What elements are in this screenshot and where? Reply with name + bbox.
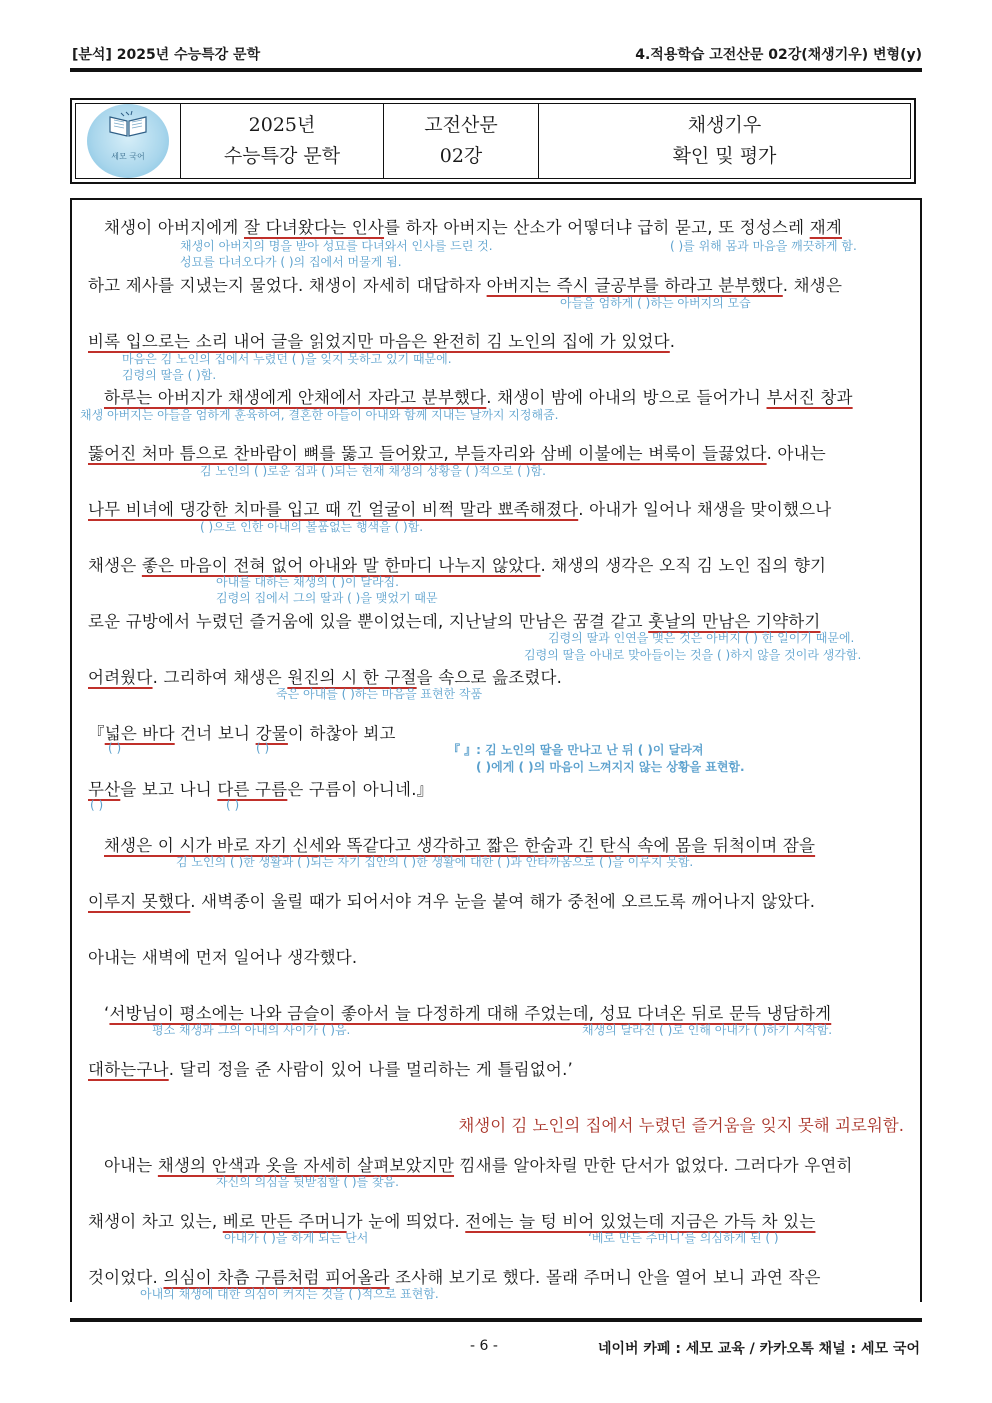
- footer-rule: [70, 1318, 922, 1322]
- annotation: 아내의 채생에 대한 의심이 커지는 것을 ( )적으로 표현함.: [140, 1287, 439, 1301]
- passage-line: 비록 입으로는 소리 내어 글을 읽었지만 마음은 완전히 김 노인의 집에 가 있었다.: [88, 332, 676, 351]
- annotation: ( )에게 ( )의 마음이 느껴지지 않는 상황을 표현함.: [476, 760, 745, 774]
- title-cell-work: [539, 104, 910, 178]
- passage-line: 하고 제사를 지냈는지 물었다. 채생이 자세히 대답하자 아버지는 즉시 글공부를 하라고 분부했다. 채생은: [88, 276, 843, 295]
- annotation: 아내가 ( )을 하게 되는 단서: [224, 1231, 369, 1245]
- passage-line: 어려웠다. 그리하여 채생은 원진의 시 한 구절을 속으로 읊조렸다.: [88, 668, 563, 687]
- passage-line: 아내는 새벽에 먼저 일어나 생각했다.: [88, 948, 358, 967]
- passage-line: 대하는구나. 달리 정을 준 사람이 있어 나를 멀리하는 게 틀림없어.’: [88, 1060, 573, 1079]
- annotation: 김령의 딸을 아내로 맞아들이는 것을 ( )하지 않을 것이라 생각함.: [524, 648, 862, 662]
- title-cell-year: [181, 104, 384, 178]
- annotation: 김령의 딸과 인연을 맺은 것은 아버지 ( ) 한 일이기 때문에.: [548, 631, 855, 645]
- logo-label: 세모 국어: [111, 151, 145, 161]
- annotation: ( ): [90, 798, 104, 812]
- title-cell-genre: [384, 104, 539, 178]
- annotation: 아들을 엄하게 ( )하는 아버지의 모습: [560, 296, 751, 310]
- title-book: 수능특강 문학: [223, 145, 341, 167]
- annotation: 김 노인의 ( )한 생활과 ( )되는 자기 집안의 ( )한 생활에 대한 ( )과 안타까움으로 ( )을 이루지 못함.: [176, 855, 694, 869]
- passage-line: 채생은 좋은 마음이 전혀 없어 아내와 말 한마디 나누지 않았다. 채생의 생각은 오직 김 노인 집의 향기: [88, 556, 827, 575]
- title-purpose: 확인 및 평가: [672, 145, 777, 167]
- passage-line: 하루는 아버지가 채생에게 안채에서 자라고 분부했다. 채생이 밤에 아내의 방으로 들어가니 부서진 창과: [104, 388, 853, 407]
- passage-line: 채생이 차고 있는, 베로 만든 주머니가 눈에 띄었다. 전에는 늘 텅 비어 있었는데 지금은 가득 차 있는: [88, 1212, 816, 1231]
- annotation: 김령의 딸을 ( )함.: [122, 368, 217, 382]
- passage-line: 이루지 못했다. 새벽종이 울릴 때가 되어서야 겨우 눈을 붙여 해가 중천에 오르도록 깨어나지 않았다.: [88, 892, 816, 911]
- passage-line: 로운 규방에서 누렸던 즐거움에 있을 뿐이었는데, 지난날의 만남은 꿈결 같고 훗날의 만남은 기약하기: [88, 612, 821, 631]
- annotation: 김 노인의 ( )로운 집과 ( )되는 현재 채생의 상황을 ( )적으로 ( )함.: [200, 464, 546, 478]
- annotation: 아내를 대하는 채생의 ( )이 달라짐.: [216, 575, 399, 589]
- book-icon: [108, 111, 148, 137]
- passage-line: 나무 비녀에 댕강한 치마를 입고 때 낀 얼굴이 비쩍 말라 뾰족해졌다. 아내가 일어나 채생을 맞이했으나: [88, 500, 832, 519]
- annotation: 성묘를 다녀오다가 ( )의 집에서 머물게 됨.: [180, 255, 402, 269]
- page-number: - 6 -: [470, 1338, 498, 1354]
- annotation: ( ): [256, 741, 270, 755]
- annotation: 채생의 달라진 ( )로 인해 아내가 ( )하기 시작함.: [582, 1023, 833, 1037]
- header-right-title: 4.적용학습 고전산문 02강(채생기우) 변형(y): [635, 47, 922, 63]
- annotation: ( )를 위해 몸과 마음을 깨끗하게 함.: [670, 239, 857, 253]
- poem-line: 『넓은 바다 건너 보니 강물이 하찮아 뵈고: [88, 724, 396, 743]
- annotation: ( ): [226, 798, 240, 812]
- header-rule: [70, 68, 922, 72]
- title-lesson: 02강: [439, 145, 483, 167]
- annotation: ( )으로 인한 아내의 볼품없는 행색을 ( )함.: [200, 520, 424, 534]
- annotation: 채생 아버지는 아들을 엄하게 훈육하여, 결혼한 아들이 아내와 함께 지내는 날까지 지정해줌.: [80, 408, 559, 422]
- annotation: 『 』: 김 노인의 딸을 만나고 난 뒤 ( )이 달라져: [448, 743, 704, 757]
- annotation: ( ): [108, 741, 122, 755]
- header-left-title: [분석] 2025년 수능특강 문학: [72, 47, 261, 63]
- title-table: [70, 98, 916, 184]
- semo-logo: [87, 104, 169, 178]
- annotation: 자신의 의심을 뒷받침할 ( )를 찾음.: [216, 1175, 399, 1189]
- title-year: 2025년: [248, 114, 316, 136]
- annotation: 마음은 김 노인의 집에서 누렸던 ( )을 잊지 못하고 있기 때문에.: [122, 352, 452, 366]
- poem-line: 무산을 보고 나니 다른 구름은 구름이 아니네.』: [88, 780, 434, 799]
- passage-line: 뚫어진 처마 틈으로 찬바람이 뼈를 뚫고 들어왔고, 부들자리와 삼베 이불에는 벼룩이 들끓었다. 아내는: [88, 444, 826, 463]
- passage-line: 채생이 아버지에게 잘 다녀왔다는 인사를 하자 아버지는 산소가 어떻더냐 급히 묻고, 또 정성스레 재계: [104, 218, 842, 237]
- footer-channel-info: 네이버 카페 : 세모 교육 / 카카오톡 채널 : 세모 국어: [597, 1341, 920, 1357]
- passage-line: 것이었다. 의심이 차츰 구름처럼 피어올라 조사해 보기로 했다. 몰래 주머니 안을 열어 보니 과연 작은: [88, 1268, 821, 1287]
- annotation: 평소 채생과 그의 아내의 사이가 ( )음.: [152, 1023, 351, 1037]
- passage-line: ‘서방님이 평소에는 나와 금슬이 좋아서 늘 다정하게 대해 주었는데, 성묘 다녀온 뒤로 문득 냉담하게: [104, 1004, 832, 1023]
- logo-cell: [76, 104, 181, 178]
- summary-note: 채생이 김 노인의 집에서 누렸던 즐거움을 잊지 못해 괴로워함.: [458, 1116, 904, 1135]
- annotation: 채생이 아버지의 명을 받아 성묘를 다녀와서 인사를 드린 것.: [180, 239, 493, 253]
- passage-line: 아내는 채생의 안색과 옷을 자세히 살펴보았지만 낌새를 알아차릴 만한 단서가 없었다. 그러다가 우연히: [104, 1156, 853, 1175]
- title-genre: 고전산문: [424, 114, 498, 136]
- annotation: 죽은 아내를 ( )하는 마음을 표현한 작품: [276, 687, 483, 701]
- title-work: 채생기우: [687, 114, 762, 136]
- annotation: ‘베로 만든 주머니’를 의심하게 된 ( ): [588, 1231, 779, 1245]
- passage-line: 채생은 이 시가 바로 자기 신세와 똑같다고 생각하고 짧은 한숨과 긴 탄식 속에 몸을 뒤척이며 잠을: [104, 836, 816, 855]
- annotation: 김령의 집에서 그의 딸과 ( )을 맺었기 때문: [216, 591, 438, 605]
